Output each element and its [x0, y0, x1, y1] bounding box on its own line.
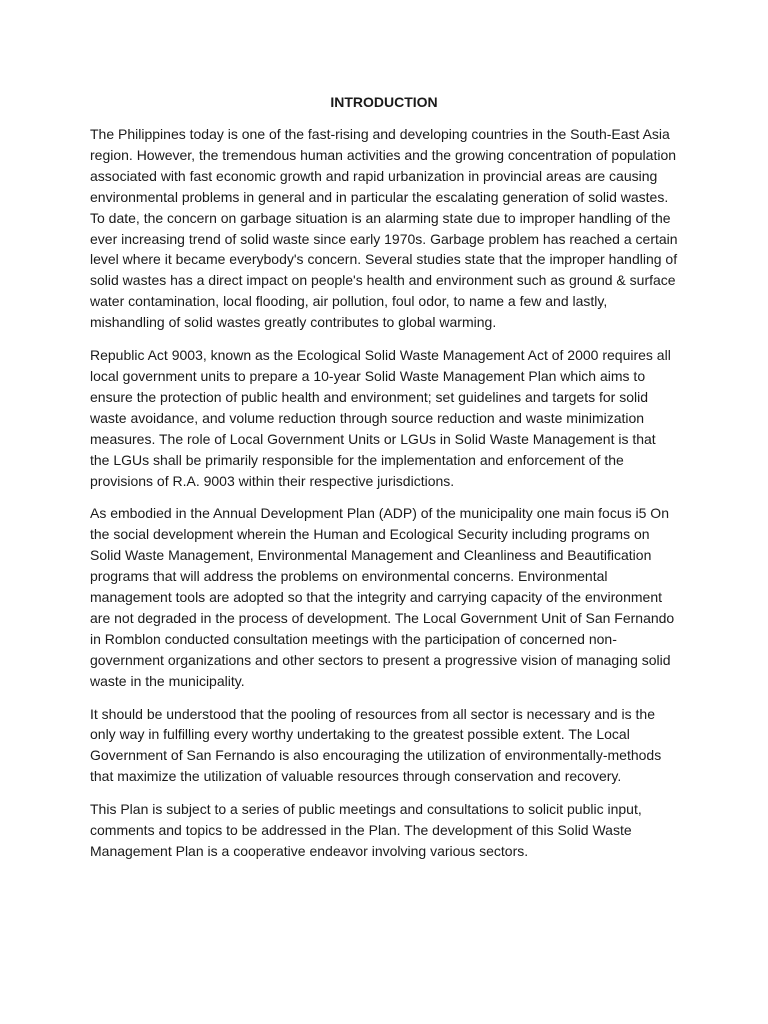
paragraph-3: As embodied in the Annual Development Plan (ADP) of the municipality one main focus i5 On the social development wherein the Human and Ecological Security including programs on Solid Waste Management, Environmental Management and Cleanliness and Beautification programs that will address the problems on environmental concerns. Environmental management tools are adopted so that the integrity and carrying capacity of the environment are not degraded in the process of development. The Local Government Unit of San Fernando in Romblon conducted consultation meetings with the participation of concerned non-government organizations and other sectors to present a progressive vision of managing solid waste in the municipality. — [90, 505, 675, 689]
document-page — [90, 92, 678, 874]
page-title: INTRODUCTION — [330, 94, 438, 110]
paragraph-5: This Plan is subject to a series of public meetings and consultations to solicit public input, comments and topics to be addressed in the Plan. The development of this Solid Waste Management Plan is a cooperative endeavor involving various sectors. — [90, 801, 642, 859]
paragraph-1: The Philippines today is one of the fast-rising and developing countries in the South-East Asia region. However, the tremendous human activities and the growing concentration of population associated with fast economic growth and rapid urbanization in provincial areas are causing environmental problems in general and in particular the escalating generation of solid wastes. To date, the concern on garbage situation is an alarming state due to improper handling of the ever increasing trend of solid waste since early 1970s. Garbage problem has reached a certain level where it became everybody's concern. Several studies state that the improper handling of solid wastes has a direct impact on people's health and environment such as ground & surface water contamination, local flooding, air pollution, foul odor, to name a few and lastly, mishandling of solid wastes greatly contributes to global warming. — [90, 126, 678, 331]
paragraph-2: Republic Act 9003, known as the Ecological Solid Waste Management Act of 2000 requires all local government units to prepare a 10-year Solid Waste Management Plan which aims to ensure the protection of public health and environment; set guidelines and targets for solid waste avoidance, and volume reduction through source reduction and waste minimization measures. The role of Local Government Units or LGUs in Solid Waste Management is that the LGUs shall be primarily responsible for the implementation and enforcement of the provisions of R.A. 9003 within their respective jurisdictions. — [90, 347, 671, 489]
paragraph-4: It should be understood that the pooling of resources from all sector is necessary and is the only way in fulfilling every worthy undertaking to the greatest possible extent. The Local Government of San Fernando is also encouraging the utilization of environmentally-methods that maximize the utilization of valuable resources through conservation and recovery. — [90, 705, 662, 785]
